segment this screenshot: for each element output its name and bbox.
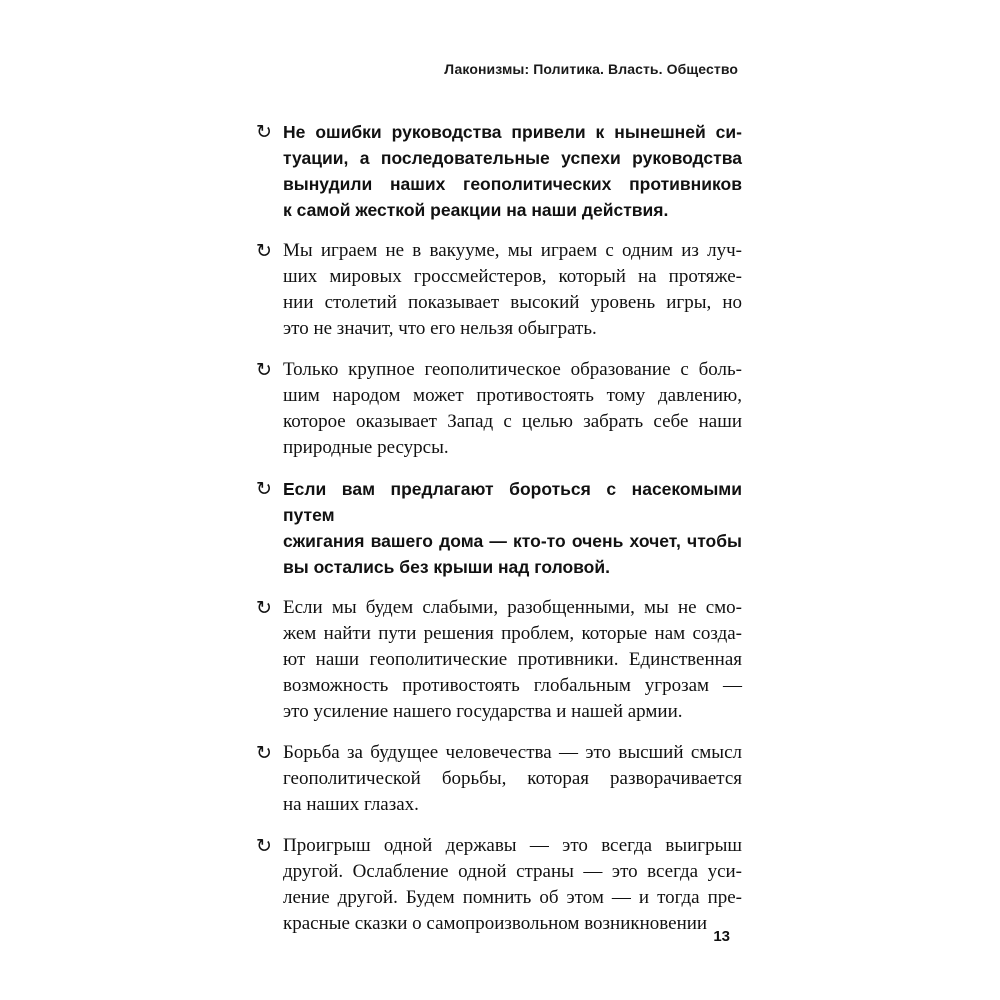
quote-paragraph (256, 833, 742, 937)
text-line: ление другой. Будем помнить об этом — и тогда пре- (283, 887, 742, 908)
quote-paragraph (256, 119, 742, 223)
quote-paragraph (256, 740, 742, 818)
text-line: Не ошибки руководства привели к нынешней си- (283, 122, 742, 142)
text-line: Если вам предлагают бороться с насекомыми путем (283, 479, 742, 525)
paragraph-text (283, 595, 742, 725)
text-line: сжигания вашего дома — кто-то очень хочет, чтобы (283, 531, 742, 551)
text-line: природные ресурсы. (283, 437, 449, 458)
cycle-arrow-icon: ↻ (256, 742, 272, 764)
text-line: возможность противостоять глобальным угрозам — (283, 675, 742, 696)
cycle-arrow-icon: ↻ (256, 478, 272, 500)
text-line: вы остались без крыши над головой. (283, 557, 610, 577)
text-line: Проигрыш одной державы — это всегда выигрыш (283, 835, 742, 856)
text-line: Мы играем не в вакууме, мы играем с одним из луч- (283, 240, 742, 261)
text-line: Борьба за будущее человечества — это высший смысл (283, 742, 742, 763)
text-line: Если мы будем слабыми, разобщенными, мы не смо- (283, 597, 742, 618)
page-number: 13 (713, 928, 730, 945)
running-header: Лаконизмы: Политика. Власть. Общество (444, 61, 738, 77)
paragraph-text (283, 357, 742, 461)
paragraph-text (283, 833, 742, 937)
cycle-arrow-icon: ↻ (256, 121, 272, 143)
text-line: геополитической борьбы, которая разворачивается (283, 768, 742, 789)
text-line: шим народом может противостоять тому давлению, (283, 385, 742, 406)
paragraph-list (256, 119, 742, 952)
cycle-arrow-icon: ↻ (256, 359, 272, 381)
text-line: это усиление нашего государства и нашей армии. (283, 701, 683, 722)
paragraph-text (283, 476, 742, 580)
text-line: которое оказывает Запад с целью забрать себе наши (283, 411, 742, 432)
text-line: это не значит, что его нельзя обыграть. (283, 318, 597, 339)
quote-paragraph (256, 357, 742, 461)
paragraph-text (283, 238, 742, 342)
text-line: жем найти пути решения проблем, которые нам созда- (283, 623, 742, 644)
quote-paragraph (256, 238, 742, 342)
text-line: нии столетий показывает высокий уровень игры, но (283, 292, 742, 313)
quote-paragraph (256, 595, 742, 725)
paragraph-text (283, 740, 742, 818)
quote-paragraph (256, 476, 742, 580)
paragraph-text (283, 119, 742, 223)
text-line: ют наши геополитические противники. Единственная (283, 649, 742, 670)
text-line: ших мировых гроссмейстеров, который на протяже- (283, 266, 742, 287)
text-line: туации, а последовательные успехи руководства (283, 148, 742, 168)
cycle-arrow-icon: ↻ (256, 597, 272, 619)
cycle-arrow-icon: ↻ (256, 240, 272, 262)
text-line: вынудили наших геополитических противников (283, 174, 742, 194)
text-line: другой. Ослабление одной страны — это всегда уси- (283, 861, 742, 882)
cycle-arrow-icon: ↻ (256, 835, 272, 857)
text-line: красные сказки о самопроизвольном возникновении (283, 913, 708, 934)
text-line: Только крупное геополитическое образование с боль- (283, 359, 742, 380)
text-line: на наших глазах. (283, 794, 419, 815)
text-line: к самой жесткой реакции на наши действия. (283, 200, 669, 220)
